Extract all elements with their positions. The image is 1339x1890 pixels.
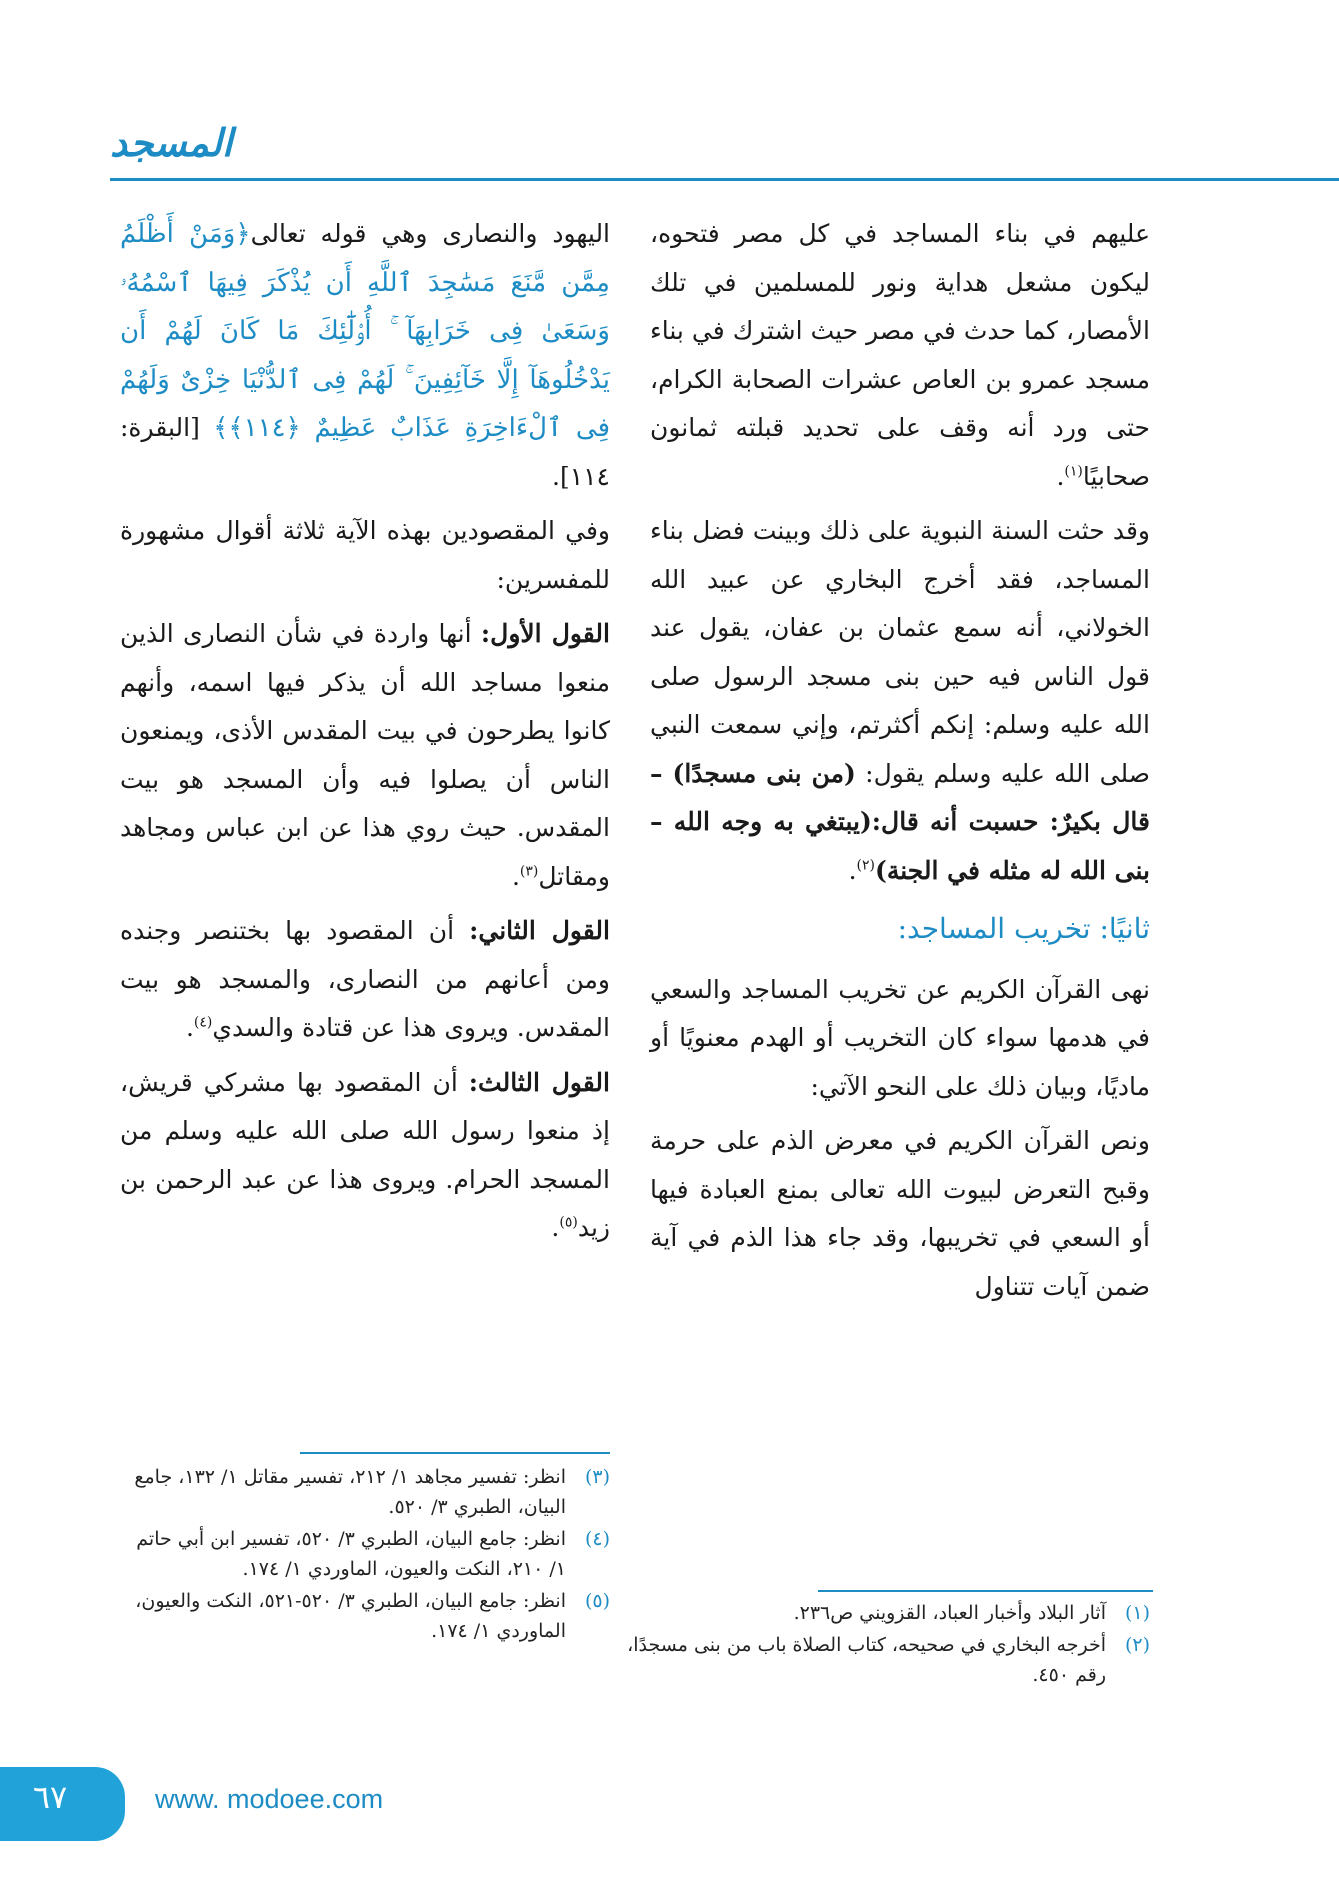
punctuation: . <box>1056 461 1065 491</box>
footnote-text: آثار البلاد وأخبار العباد، القزويني ص٢٣٦. <box>793 1602 1106 1624</box>
footnote-ref[interactable]: (٥) <box>559 1214 578 1231</box>
paragraph: وفي المقصودين بهذه الآية ثلاثة أقوال مشهورة للمفسرين: <box>120 516 610 594</box>
page-title: المسجد <box>110 120 233 165</box>
footnote-ref[interactable]: (٢) <box>856 857 875 874</box>
paragraph <box>120 1059 610 1253</box>
paragraph: نهى القرآن الكريم عن تخريب المساجد والسعي في هدمها سواء كان التخريب أو الهدم معنويًا أو ماديًا، وبيان ذلك على النحو الآتي: <box>650 974 1150 1101</box>
footnote-text: انظر: تفسير مجاهد ١/ ٢١٢، تفسير مقاتل ١/ ١٣٢، جامع البيان، الطبري ٣/ ٥٢٠. <box>134 1466 566 1518</box>
punctuation: . <box>185 1013 194 1042</box>
footnote-number: (٤) <box>584 1528 610 1550</box>
footnote <box>620 1630 1150 1690</box>
left-column <box>120 210 610 1259</box>
website-link[interactable]: www. modoee.com <box>155 1784 384 1814</box>
opinion-text: أن المقصود بها بختنصر وجنده ومن أعانهم من النصارى، والمسجد هو بيت المقدس. ويروى هذا عن قتادة والسدي <box>120 916 610 1042</box>
footnote-number: (٣) <box>584 1466 610 1488</box>
paragraph-text: اليهود والنصارى وهي قوله تعالى <box>250 219 611 248</box>
opinion-label: القول الأول: <box>480 619 610 648</box>
footnote-ref[interactable]: (١) <box>1064 463 1083 480</box>
paragraph <box>650 507 1150 895</box>
paragraph <box>120 210 610 501</box>
right-column <box>650 210 1150 1317</box>
footnote-ref[interactable]: (٣) <box>519 863 539 880</box>
hadith-quote: (من بنى مسجدًا) – قال بكيرٌ: حسبت أنه قال:(يبتغي به وجه الله – بنى الله له مثله في الجنة) <box>650 758 1150 885</box>
footnote <box>120 1586 610 1646</box>
section-heading: ثانيًا: تخريب المساجد: <box>897 912 1150 945</box>
footnote-divider <box>300 1452 610 1454</box>
verse-citation: [البقرة: ١١٤]. <box>120 413 610 491</box>
paragraph: ونص القرآن الكريم في معرض الذم على حرمة وقبح التعرض لبيوت الله تعالى بمنع العبادة فيها أو السعي في تخريبها، وقد جاء هذا الذم في آية ضمن آيات تتناول <box>650 1126 1150 1301</box>
header-rule <box>110 178 1339 181</box>
page-number: ٦٧ <box>32 1778 68 1816</box>
opinion-label: القول الثاني: <box>469 916 610 945</box>
opinion-text: أنها واردة في شأن النصارى الذين منعوا مساجد الله أن يذكر فيها اسمه، وأنهم كانوا يطرحون في بيت المقدس الأذى، ويمنعون الناس أن يصلوا فيه وأن المسجد هو بيت المقدس. حيث روي هذا عن ابن عباس ومجاهد ومقاتل <box>120 619 610 891</box>
punctuation: . <box>511 861 520 891</box>
paragraph <box>120 610 610 901</box>
paragraph <box>120 907 610 1053</box>
footnote-text: أخرجه البخاري في صحيحه، كتاب الصلاة باب من بنى مسجدًا، رقم ٤٥٠. <box>627 1634 1106 1686</box>
footnotes-right <box>620 1598 1150 1692</box>
footnote-ref[interactable]: (٤) <box>193 1014 213 1031</box>
quran-verse: ﴿وَمَنْ أَظْلَمُ مِمَّن مَّنَعَ مَسَٰجِدَ ٱللَّهِ أَن يُذْكَرَ فِيهَا ٱسْمُهُۥ وَسَعَىٰ فِى خَرَابِهَآ ۚ أُو۟لَٰٓئِكَ مَا كَانَ لَهُمْ أَن يَدْخُلُوهَآ إِلَّا خَآئِفِينَ ۚ لَهُمْ فِى ٱلدُّنْيَا خِزْىٌ وَلَهُمْ فِى ٱلْءَاخِرَةِ عَذَابٌ عَظِيمٌ ﴿١١٤﴾﴾ <box>120 219 610 443</box>
opinion-label: القول الثالث: <box>468 1067 610 1097</box>
opinion-text: أن المقصود بها مشركي قريش، إذ منعوا رسول الله صلى الله عليه وسلم من المسجد الحرام. ويروى هذا عن عبد الرحمن بن زيد <box>120 1067 610 1242</box>
footnote-divider <box>818 1590 1153 1592</box>
footnote-number: (٥) <box>584 1590 610 1612</box>
paragraph-text: عليهم في بناء المساجد في كل مصر فتحوه، ليكون مشعل هداية ونور للمسلمين في تلك الأمصار، كما حدث في مصر حيث اشترك في بناء مسجد عمرو بن العاص عشرات الصحابة الكرام، حتى ورد أنه وقف على تحديد قبلته ثمانون صحابيًا <box>650 219 1150 491</box>
footnotes-left <box>120 1462 610 1648</box>
footnote-text: انظر: جامع البيان، الطبري ٣/ ٥٢٠-٥٢١، النكت والعيون، الماوردي ١/ ١٧٤. <box>135 1590 566 1642</box>
footnote <box>120 1524 610 1584</box>
paragraph-text: وقد حثت السنة النبوية على ذلك وبينت فضل بناء المساجد، فقد أخرج البخاري عن عبيد الله الخولاني، أنه سمع عثمان بن عفان، يقول عند قول الناس فيه حين بنى مسجد الرسول صلى الله عليه وسلم: إنكم أكثرتم، وإني سمعت النبي صلى الله عليه وسلم يقول: <box>650 516 1150 788</box>
footnote-text: انظر: جامع البيان، الطبري ٣/ ٥٢٠، تفسير ابن أبي حاتم ١/ ٢١٠، النكت والعيون، الماوردي ١/ ١٧٤. <box>136 1528 566 1580</box>
footnote-number: (١) <box>1124 1602 1150 1624</box>
footnote <box>120 1462 610 1522</box>
page-header <box>0 120 1339 180</box>
footnote-number: (٢) <box>1124 1634 1150 1656</box>
punctuation: . <box>848 855 857 885</box>
footnote <box>620 1598 1150 1628</box>
paragraph <box>650 210 1150 501</box>
punctuation: . <box>551 1213 560 1242</box>
